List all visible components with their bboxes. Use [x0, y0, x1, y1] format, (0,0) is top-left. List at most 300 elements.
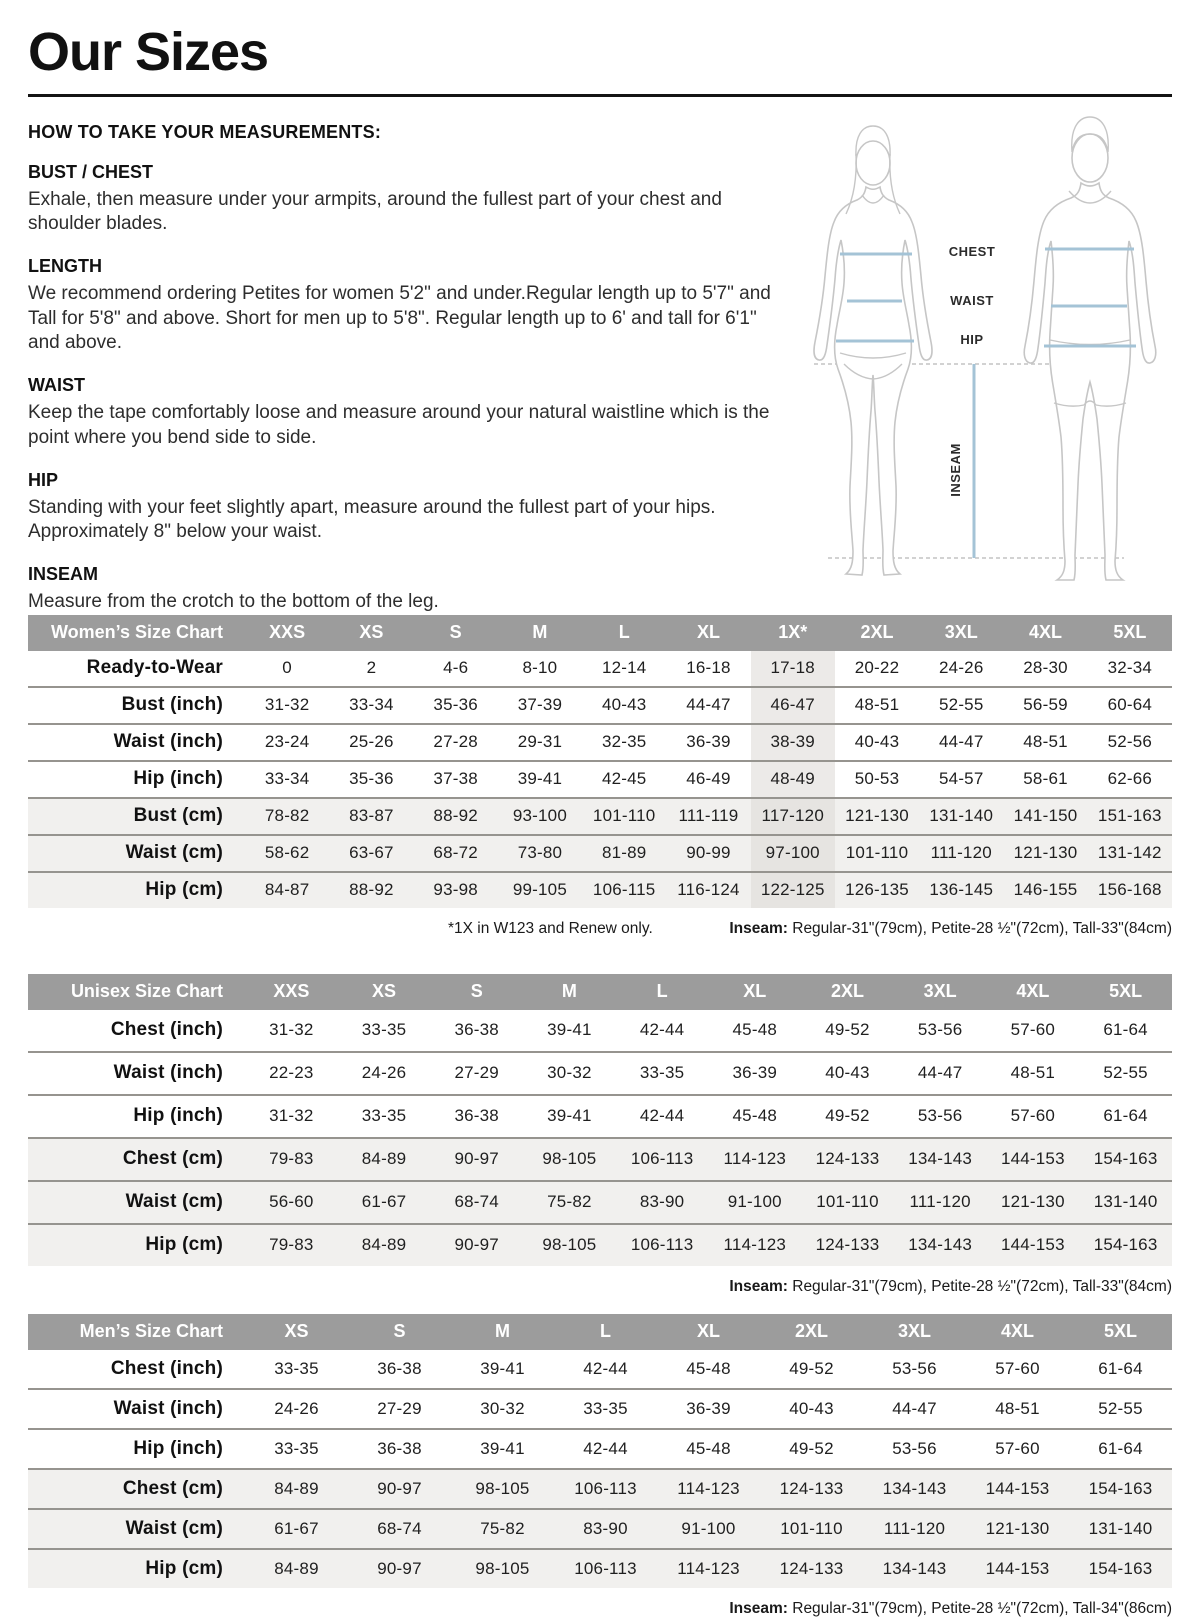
section-title: LENGTH: [28, 256, 102, 277]
size-cell: 27-29: [348, 1389, 451, 1429]
column-header: XS: [245, 1314, 348, 1350]
row-label: Hip (inch): [28, 1095, 245, 1138]
table-header-row: [28, 1314, 1172, 1350]
size-cell: 154-163: [1079, 1224, 1172, 1266]
size-cell: 38-39: [751, 724, 835, 761]
column-header: 5XL: [1079, 974, 1172, 1010]
size-cell: 83-90: [616, 1181, 709, 1224]
size-cell: 116-124: [666, 872, 750, 908]
size-cell: 33-34: [245, 761, 329, 798]
size-cell: 20-22: [854, 658, 900, 678]
size-cell: 144-153: [966, 1549, 1069, 1588]
size-cell: 146-155: [1003, 872, 1087, 908]
size-cell: 45-48: [708, 1095, 801, 1138]
row-label: Waist (inch): [28, 1052, 245, 1095]
size-cell: 131-140: [919, 798, 1003, 835]
row-label: Hip (cm): [28, 1224, 245, 1266]
measurement-figures-illustration: [800, 112, 1180, 604]
size-cell: 73-80: [498, 835, 582, 872]
one-x-footnote: *1X in W123 and Renew only.: [448, 919, 653, 937]
size-cell: 88-92: [414, 798, 498, 835]
size-cell: 122-125: [751, 872, 835, 908]
size-cell: 61-64: [1079, 1095, 1172, 1138]
size-cell: 58-61: [1003, 761, 1087, 798]
man-figure: [1024, 117, 1156, 580]
column-header: XS: [338, 974, 431, 1010]
size-cell: 134-143: [894, 1138, 987, 1181]
table-row: [28, 1469, 1172, 1509]
size-cell: 106-113: [554, 1549, 657, 1588]
size-cell: 90-99: [666, 835, 750, 872]
size-cell: 44-47: [863, 1389, 966, 1429]
size-cell: 90-97: [348, 1469, 451, 1509]
size-cell: 27-28: [414, 724, 498, 761]
table-header-row: [28, 974, 1172, 1010]
size-cell: 58-62: [245, 835, 329, 872]
size-cell: 151-163: [1088, 798, 1172, 835]
size-cell: 114-123: [657, 1469, 760, 1509]
section-body: Keep the tape comfortably loose and measure around your natural waistline which is the point where you bend side to side.: [28, 402, 770, 448]
size-cell: 33-35: [338, 1095, 431, 1138]
size-cell: 144-153: [987, 1224, 1080, 1266]
size-cell: 48-51: [1003, 724, 1087, 761]
table-row: [28, 1429, 1172, 1469]
row-label: Chest (cm): [28, 1469, 245, 1509]
size-cell: 36-38: [377, 1358, 422, 1378]
row-label: Hip (inch): [28, 1429, 245, 1469]
size-cell: 39-41: [451, 1429, 554, 1469]
column-header: 3XL: [919, 615, 1003, 651]
section-hip: [28, 470, 782, 545]
section-length: [28, 256, 782, 356]
column-header: 2XL: [835, 615, 919, 651]
size-cell: 93-98: [414, 872, 498, 908]
size-cell: 30-32: [451, 1389, 554, 1429]
size-cell: 154-163: [1079, 1138, 1172, 1181]
size-cell: 84-89: [245, 1549, 348, 1588]
column-header: 5XL: [1069, 1314, 1172, 1350]
size-cell: 50-53: [835, 761, 919, 798]
size-cell: 57-60: [966, 1429, 1069, 1469]
size-cell: 75-82: [523, 1181, 616, 1224]
column-header: 4XL: [987, 974, 1080, 1010]
table-row: [28, 1509, 1172, 1549]
size-cell: 101-110: [835, 835, 919, 872]
size-cell: 49-52: [760, 1429, 863, 1469]
column-header: L: [616, 974, 709, 1010]
column-header: XL: [708, 974, 801, 1010]
size-cell: 156-168: [1088, 872, 1172, 908]
size-cell: 136-145: [919, 872, 1003, 908]
size-cell: 114-123: [708, 1224, 801, 1266]
size-cell: 53-56: [863, 1429, 966, 1469]
size-cell: 121-130: [987, 1181, 1080, 1224]
table-title: Unisex Size Chart: [28, 974, 245, 1010]
inseam-footnote-text: Regular-31"(79cm), Petite-28 ½"(72cm), Tall-33"(84cm): [787, 1277, 1172, 1295]
unisex-size-chart-table: [28, 974, 1172, 1266]
size-cell: 117-120: [751, 798, 835, 835]
size-cell: 101-110: [760, 1509, 863, 1549]
size-cell: 8-10: [522, 658, 558, 678]
table-row: [28, 1010, 1172, 1052]
row-label: Hip (cm): [28, 1549, 245, 1588]
section-title: HIP: [28, 469, 59, 490]
section-title: BUST / CHEST: [28, 161, 154, 182]
table-row: [28, 724, 1172, 761]
table-row: [28, 761, 1172, 798]
size-cell: 36-39: [666, 724, 750, 761]
row-label: Bust (inch): [28, 687, 245, 724]
size-cell: 98-105: [451, 1469, 554, 1509]
size-cell: 0: [282, 658, 292, 678]
size-cell: 37-38: [414, 761, 498, 798]
size-cell: 33-35: [245, 1429, 348, 1469]
size-cell: 29-31: [498, 724, 582, 761]
section-title: WAIST: [28, 375, 85, 396]
size-cell: 84-89: [245, 1469, 348, 1509]
size-cell: 88-92: [329, 872, 413, 908]
size-cell: 93-100: [498, 798, 582, 835]
inseam-label: INSEAM: [948, 443, 963, 497]
waist-label: WAIST: [950, 293, 994, 308]
size-cell: 24-26: [245, 1389, 348, 1429]
size-cell: 61-67: [245, 1509, 348, 1549]
column-header: S: [348, 1314, 451, 1350]
size-cell: 36-38: [348, 1429, 451, 1469]
size-cell: 144-153: [987, 1138, 1080, 1181]
size-cell: 62-66: [1088, 761, 1172, 798]
section-title: INSEAM: [28, 563, 99, 584]
size-cell: 63-67: [329, 835, 413, 872]
row-label: Bust (cm): [28, 798, 245, 835]
table-row: [28, 1350, 1172, 1389]
size-cell: 90-97: [348, 1549, 451, 1588]
size-cell: 111-120: [894, 1181, 987, 1224]
size-cell: 53-56: [892, 1358, 937, 1378]
size-cell: 31-32: [245, 1095, 338, 1138]
size-cell: 53-56: [894, 1095, 987, 1138]
size-cell: 16-18: [686, 658, 731, 678]
size-cell: 31-32: [245, 687, 329, 724]
size-cell: 101-110: [801, 1181, 894, 1224]
mens-size-chart-table: [28, 1314, 1172, 1588]
column-header: M: [498, 615, 582, 651]
column-header: 2XL: [760, 1314, 863, 1350]
hip-label: HIP: [960, 332, 984, 347]
size-cell: 68-74: [348, 1509, 451, 1549]
section-body: Measure from the crotch to the bottom of the leg.: [28, 590, 439, 612]
size-cell: 144-153: [966, 1469, 1069, 1509]
size-cell: 98-105: [451, 1549, 554, 1588]
size-cell: 45-48: [686, 1358, 731, 1378]
size-cell: 49-52: [789, 1358, 834, 1378]
column-header: S: [430, 974, 523, 1010]
section-waist: [28, 375, 782, 450]
column-header: M: [523, 974, 616, 1010]
table-title: Men’s Size Chart: [28, 1314, 245, 1350]
row-label: Chest (inch): [110, 1357, 223, 1379]
column-header: 3XL: [863, 1314, 966, 1350]
column-header: XXS: [245, 615, 329, 651]
size-cell: 81-89: [582, 835, 666, 872]
size-cell: 78-82: [245, 798, 329, 835]
size-cell: 114-123: [708, 1138, 801, 1181]
size-cell: 37-39: [498, 687, 582, 724]
size-cell: 48-49: [751, 761, 835, 798]
size-cell: 28-30: [1023, 658, 1068, 678]
size-cell: 91-100: [708, 1181, 801, 1224]
unisex-table-footnotes: [28, 1278, 1172, 1300]
size-cell: 48-51: [966, 1389, 1069, 1429]
size-cell: 84-89: [338, 1138, 431, 1181]
inseam-footnote-text: Regular-31"(79cm), Petite-28 ½"(72cm), Tall-34"(86cm): [787, 1599, 1172, 1617]
size-cell: 61-64: [1069, 1429, 1172, 1469]
column-header: XXS: [245, 974, 338, 1010]
row-label: Waist (inch): [28, 724, 245, 761]
column-header: XL: [657, 1314, 760, 1350]
section-body: Standing with your feet slightly apart, measure around the fullest part of your hips. Approximately 8" below your waist.: [28, 496, 716, 543]
size-cell: 31-32: [269, 1020, 314, 1040]
size-cell: 12-14: [601, 658, 647, 678]
column-header: 2XL: [801, 974, 894, 1010]
size-cell: 79-83: [245, 1138, 338, 1181]
size-cell: 40-43: [835, 724, 919, 761]
table-row: [28, 835, 1172, 872]
column-header: M: [451, 1314, 554, 1350]
size-cell: 106-115: [582, 872, 666, 908]
size-cell: 84-89: [338, 1224, 431, 1266]
size-cell: 131-140: [1079, 1181, 1172, 1224]
page-title: Our Sizes: [28, 22, 269, 82]
size-cell: 101-110: [582, 798, 666, 835]
howto-heading: HOW TO TAKE YOUR MEASUREMENTS:: [28, 121, 382, 142]
size-cell: 68-72: [414, 835, 498, 872]
inseam-footnote-label: Inseam:: [729, 1277, 788, 1295]
column-header: S: [414, 615, 498, 651]
size-cell: 36-39: [708, 1052, 801, 1095]
size-cell: 49-52: [825, 1020, 870, 1040]
size-cell: 54-57: [919, 761, 1003, 798]
table-row: [28, 1224, 1172, 1266]
table-row: [28, 1138, 1172, 1181]
size-cell: 39-41: [523, 1095, 616, 1138]
inseam-footnote-label: Inseam:: [729, 1599, 788, 1617]
column-header: 4XL: [1003, 615, 1087, 651]
size-cell: 39-41: [498, 761, 582, 798]
size-cell: 46-47: [751, 687, 835, 724]
size-cell: 2: [366, 658, 377, 678]
size-cell: 61-67: [338, 1181, 431, 1224]
size-cell: 33-35: [361, 1020, 407, 1040]
size-cell: 23-24: [245, 724, 329, 761]
size-cell: 131-140: [1069, 1509, 1172, 1549]
size-cell: 56-60: [245, 1181, 338, 1224]
chest-label: CHEST: [948, 244, 996, 259]
size-cell: 48-51: [835, 687, 919, 724]
size-cell: 42-44: [583, 1358, 628, 1378]
size-cell: 49-52: [801, 1095, 894, 1138]
size-cell: 121-130: [835, 798, 919, 835]
size-cell: 57-60: [1010, 1020, 1056, 1040]
row-label: Hip (cm): [28, 872, 245, 908]
size-cell: 56-59: [1003, 687, 1087, 724]
size-cell: 57-60: [995, 1358, 1040, 1378]
size-cell: 124-133: [801, 1138, 894, 1181]
size-cell: 111-120: [919, 835, 1003, 872]
table-row: [28, 1181, 1172, 1224]
size-cell: 35-36: [329, 761, 413, 798]
size-cell: 124-133: [760, 1549, 863, 1588]
size-cell: 97-100: [751, 835, 835, 872]
size-cell: 90-97: [430, 1138, 523, 1181]
column-header: 3XL: [894, 974, 987, 1010]
table-row: [28, 687, 1172, 724]
size-cell: 32-34: [1107, 658, 1153, 678]
size-cell: 83-87: [329, 798, 413, 835]
size-cell: 68-74: [430, 1181, 523, 1224]
size-cell: 91-100: [657, 1509, 760, 1549]
size-cell: 52-55: [1069, 1389, 1172, 1429]
size-cell: 36-39: [657, 1389, 760, 1429]
size-cell: 44-47: [666, 687, 750, 724]
row-label: Chest (cm): [28, 1138, 245, 1181]
inseam-footnote-text: Regular-31"(79cm), Petite-28 ½"(72cm), Tall-33"(84cm): [787, 919, 1172, 937]
size-cell: 154-163: [1069, 1469, 1172, 1509]
row-label: Hip (inch): [28, 761, 245, 798]
size-cell: 111-119: [666, 798, 750, 835]
size-cell: 39-41: [547, 1020, 592, 1040]
size-cell: 35-36: [414, 687, 498, 724]
size-cell: 32-35: [582, 724, 666, 761]
woman-figure: [814, 126, 932, 575]
size-cell: 45-48: [732, 1020, 778, 1040]
size-cell: 36-38: [454, 1020, 499, 1040]
inseam-footnote: [729, 920, 1172, 938]
row-label: Waist (cm): [28, 835, 245, 872]
section-inseam: [28, 564, 782, 615]
size-cell: 44-47: [919, 724, 1003, 761]
size-cell: 99-105: [498, 872, 582, 908]
size-cell: 33-35: [554, 1389, 657, 1429]
size-cell: 90-97: [430, 1224, 523, 1266]
column-header: 1X*: [751, 615, 835, 651]
size-cell: 79-83: [245, 1224, 338, 1266]
size-cell: 124-133: [801, 1224, 894, 1266]
size-cell: 121-130: [966, 1509, 1069, 1549]
womens-size-chart-table: [28, 615, 1172, 908]
table-row: [28, 798, 1172, 835]
size-cell: 36-38: [430, 1095, 523, 1138]
column-header: XS: [329, 615, 413, 651]
inseam-footnote: [729, 1278, 1172, 1296]
size-cell: 33-34: [329, 687, 413, 724]
size-cell: 111-120: [863, 1509, 966, 1549]
size-cell: 126-135: [835, 872, 919, 908]
inseam-footnote: [729, 1600, 1172, 1618]
row-label: Ready-to-Wear: [86, 657, 223, 679]
size-cell: 57-60: [987, 1095, 1080, 1138]
section-bust-chest: [28, 162, 782, 237]
size-cell: 39-41: [480, 1358, 525, 1378]
size-cell: 17-18: [751, 651, 835, 687]
row-label: Chest (inch): [110, 1019, 223, 1041]
table-row: [28, 651, 1172, 687]
size-cell: 4-6: [443, 658, 469, 678]
size-cell: 52-55: [919, 687, 1003, 724]
instructions-column: [28, 97, 782, 615]
size-cell: 154-163: [1069, 1549, 1172, 1588]
size-cell: 61-64: [1098, 1358, 1143, 1378]
size-cell: 44-47: [894, 1052, 987, 1095]
column-header: L: [554, 1314, 657, 1350]
size-cell: 53-56: [917, 1020, 963, 1040]
size-cell: 106-113: [616, 1224, 709, 1266]
column-header: 4XL: [966, 1314, 1069, 1350]
table-row: [28, 1549, 1172, 1588]
mens-table-footnotes: [28, 1600, 1172, 1622]
size-cell: 83-90: [554, 1509, 657, 1549]
size-cell: 27-29: [430, 1052, 523, 1095]
table-header-row: [28, 615, 1172, 651]
column-header: L: [582, 615, 666, 651]
size-cell: 52-56: [1088, 724, 1172, 761]
row-label: Waist (inch): [28, 1389, 245, 1429]
size-cell: 131-142: [1088, 835, 1172, 872]
size-cell: 121-130: [1003, 835, 1087, 872]
size-cell: 98-105: [523, 1138, 616, 1181]
column-header: 5XL: [1088, 615, 1172, 651]
size-cell: 61-64: [1103, 1020, 1148, 1040]
size-cell: 25-26: [329, 724, 413, 761]
table-row: [28, 872, 1172, 908]
size-cell: 40-43: [582, 687, 666, 724]
size-cell: 30-32: [523, 1052, 616, 1095]
size-cell: 42-44: [554, 1429, 657, 1469]
size-cell: 45-48: [657, 1429, 760, 1469]
size-cell: 48-51: [987, 1052, 1080, 1095]
size-cell: 134-143: [863, 1469, 966, 1509]
size-cell: 42-44: [639, 1020, 685, 1040]
size-cell: 42-44: [616, 1095, 709, 1138]
womens-table-footnotes: [28, 920, 1172, 942]
size-cell: 84-87: [245, 872, 329, 908]
size-cell: 98-105: [523, 1224, 616, 1266]
size-cell: 24-26: [338, 1052, 431, 1095]
table-title: Women’s Size Chart: [28, 615, 245, 651]
size-cell: 42-45: [582, 761, 666, 798]
size-cell: 22-23: [245, 1052, 338, 1095]
size-cell: 33-35: [616, 1052, 709, 1095]
table-row: [28, 1389, 1172, 1429]
section-body: We recommend ordering Petites for women 5'2" and under.Regular length up to 5'7" and Tall for 5'8" and above. Short for men up to 5'8". Regular length up to 6' and tall for 6'1" and above.: [28, 283, 771, 354]
size-cell: 60-64: [1088, 687, 1172, 724]
size-cell: 24-26: [939, 658, 984, 678]
size-cell: 52-55: [1079, 1052, 1172, 1095]
size-cell: 75-82: [451, 1509, 554, 1549]
section-body: Exhale, then measure under your armpits, around the fullest part of your chest and shoulder blades.: [28, 188, 722, 235]
size-cell: 40-43: [760, 1389, 863, 1429]
size-cell: 33-35: [274, 1358, 319, 1378]
column-header: XL: [666, 615, 750, 651]
size-cell: 46-49: [666, 761, 750, 798]
size-cell: 40-43: [801, 1052, 894, 1095]
inseam-footnote-label: Inseam:: [729, 919, 788, 937]
size-cell: 124-133: [760, 1469, 863, 1509]
size-cell: 134-143: [894, 1224, 987, 1266]
row-label: Waist (cm): [28, 1181, 245, 1224]
size-cell: 114-123: [657, 1549, 760, 1588]
table-row: [28, 1052, 1172, 1095]
